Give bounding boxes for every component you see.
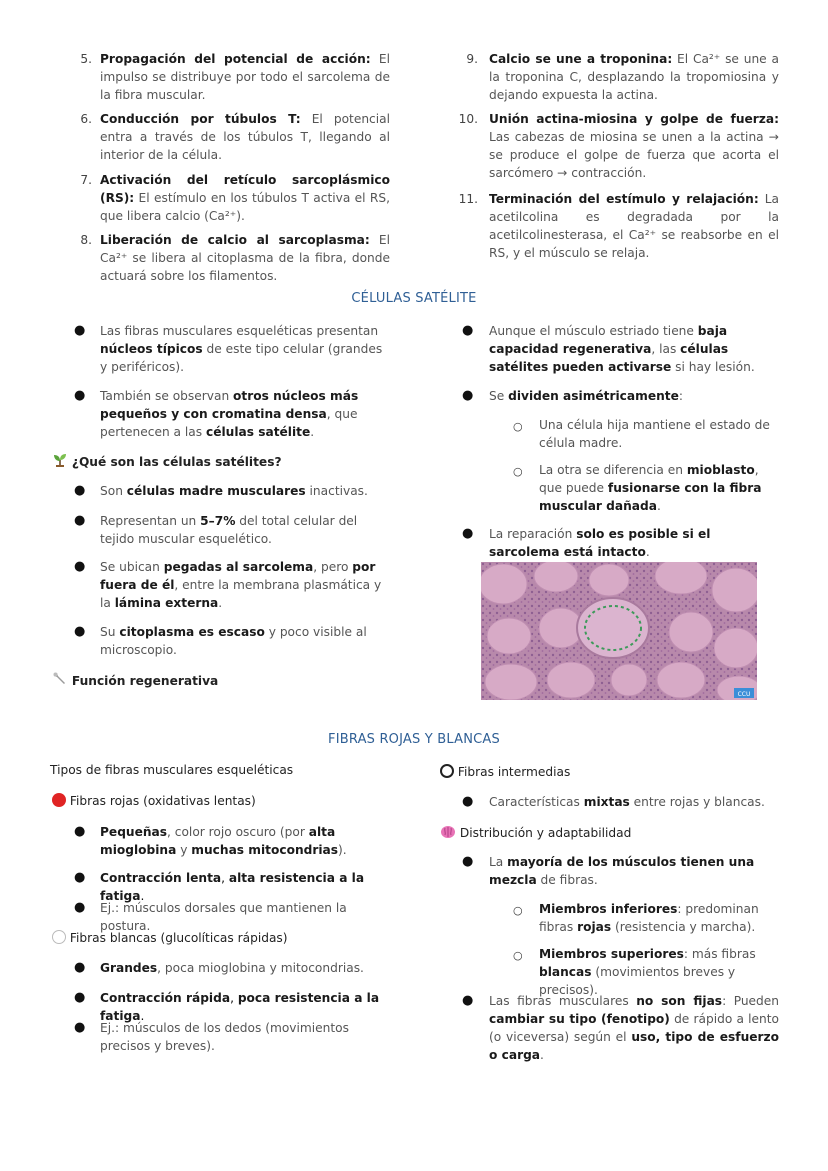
step-text: El Ca²⁺ se une a la troponina C, desplazando la tropomiosina y dejando expuesta la actina.: [489, 52, 779, 102]
step-title: Conducción por túbulos T:: [100, 112, 301, 126]
distribution-sub-1: Miembros inferiores: predominan fibras rojas (resistencia y marcha).: [539, 902, 759, 934]
white-point-3: Ej.: músculos de los dedos (movimientos precisos y breves).: [100, 1021, 349, 1053]
step-title: Liberación de calcio al sarcoplasma:: [100, 233, 370, 247]
step-text: La acetilcolina es degradada por la acetilcolinesterasa, el Ca²⁺ se reabsorbe en el RS, y el músculo se relaja.: [489, 192, 779, 260]
bullet-icon: ●: [74, 323, 86, 338]
section-title-fibras: FIBRAS ROJAS Y BLANCAS: [328, 732, 500, 747]
step-number: 6.: [80, 112, 92, 126]
bullet-icon: ●: [462, 323, 474, 338]
red-point-1: Pequeñas, color rojo oscuro (por alta mioglobina y muchas mitocondrias).: [100, 825, 347, 857]
brain-icon: [440, 824, 456, 845]
bullet-icon: ●: [74, 1020, 86, 1035]
white-fibers-heading: Fibras blancas (glucolíticas rápidas): [52, 929, 288, 947]
satelite-def-4: Su citoplasma es escaso y poco visible al microscopio.: [100, 625, 367, 657]
seedling-icon: [52, 452, 68, 473]
regen-sub-2: La otra se diferencia en mioblasto, que puede fusionarse con la fibra muscular dañada.: [539, 463, 762, 513]
sub-bullet-icon: ○: [513, 465, 523, 478]
satelite-def-2: Representan un 5–7% del total celular del tejido muscular esquelético.: [100, 514, 358, 546]
distribution-sub-2: Miembros superiores: más fibras blancas (movimientos breves y precisos).: [539, 947, 756, 997]
bullet-icon: ●: [462, 388, 474, 403]
white-circle-icon: [52, 930, 66, 944]
sub-bullet-icon: ○: [513, 420, 523, 433]
step-number: 7.: [80, 173, 92, 187]
step-8: [100, 231, 390, 285]
satelite-point-2: También se observan otros núcleos más pequeños y con cromatina densa, que pertenecen a las células satélite.: [100, 389, 359, 439]
step-title: Propagación del potencial de acción:: [100, 52, 371, 66]
wrench-icon: [52, 671, 68, 692]
bullet-icon: ●: [462, 993, 474, 1008]
bullet-icon: ●: [74, 388, 86, 403]
red-point-2: Contracción lenta, alta resistencia a la fatiga.: [100, 871, 365, 903]
step-number: 5.: [80, 52, 92, 66]
step-title: Calcio se une a troponina:: [489, 52, 673, 66]
satelite-point-1: Las fibras musculares esqueléticas presentan núcleos típicos de este tipo celular (grandes y periféricos).: [100, 324, 383, 374]
intermediate-point-1: Características mixtas entre rojas y blancas.: [489, 795, 765, 809]
step-text: Las cabezas de miosina se unen a la actina → se produce el golpe de fuerza que acorta el sarcómero → contracción.: [489, 130, 779, 180]
red-fibers-heading: Fibras rojas (oxidativas lentas): [52, 792, 256, 810]
step-7: [100, 171, 390, 225]
step-number: 11.: [458, 192, 478, 206]
step-title: Terminación del estímulo y relajación:: [489, 192, 759, 206]
red-point-3: Ej.: músculos dorsales que mantienen la postura.: [100, 901, 347, 933]
histology-image: [481, 562, 757, 700]
step-10: [489, 110, 779, 182]
bullet-icon: ●: [74, 624, 86, 639]
step-number: 9.: [466, 52, 478, 66]
step-5: [100, 50, 390, 104]
circle-outline-icon: [440, 764, 454, 778]
section-title-satelite: CÉLULAS SATÉLITE: [351, 291, 477, 306]
intermediate-heading: Fibras intermedias: [440, 763, 570, 781]
regen-point-2: Se dividen asimétricamente:: [489, 389, 683, 403]
distribution-point-2: Las fibras musculares no son fijas: Pueden cambiar su tipo (fenotipo) de rápido a lento (o viceversa) según el uso, tipo de esfuerzo o carga.: [489, 994, 780, 1062]
sub-bullet-icon: ○: [513, 904, 523, 917]
bullet-icon: ●: [74, 900, 86, 915]
step-6: [100, 110, 390, 164]
step-11: [489, 190, 779, 262]
satelite-def-3: Se ubican pegadas al sarcolema, pero por fuera de él, entre la membrana plasmática y la lámina externa.: [100, 560, 382, 610]
step-title: Unión actina-miosina y golpe de fuerza:: [489, 112, 779, 126]
satelite-def-1: Son células madre musculares inactivas.: [100, 484, 368, 498]
bullet-icon: ●: [462, 526, 474, 541]
step-text: El estímulo en los túbulos T activa el RS, que libera calcio (Ca²⁺).: [100, 191, 390, 223]
fiber-types-heading: Tipos de fibras musculares esqueléticas: [50, 763, 294, 777]
bullet-icon: ●: [74, 960, 86, 975]
step-number: 10.: [458, 112, 478, 126]
bullet-icon: ●: [74, 559, 86, 574]
red-circle-icon: [52, 793, 66, 807]
bullet-icon: ●: [462, 794, 474, 809]
function-heading: Función regenerativa: [52, 671, 218, 692]
bullet-icon: ●: [74, 824, 86, 839]
distribution-point-1: La mayoría de los músculos tienen una mezcla de fibras.: [489, 855, 755, 887]
regen-point-1: Aunque el músculo estriado tiene baja capacidad regenerativa, las células satélites pueden activarse si hay lesión.: [489, 324, 755, 374]
step-9: [489, 50, 779, 104]
step-text: El impulso se distribuye por todo el sarcolema de la fibra muscular.: [100, 52, 390, 102]
question-heading: ¿Qué son las células satélites?: [52, 452, 282, 473]
bullet-icon: ●: [74, 870, 86, 885]
bullet-icon: ●: [462, 854, 474, 869]
regen-point-3: La reparación solo es posible si el sarcolema está intacto.: [489, 527, 711, 559]
step-title: Activación del retículo sarcoplásmico (RS):: [100, 173, 390, 205]
bullet-icon: ●: [74, 513, 86, 528]
white-point-2: Contracción rápida, poca resistencia a la fatiga.: [100, 991, 380, 1023]
white-point-1: Grandes, poca mioglobina y mitocondrias.: [100, 961, 364, 975]
distribution-heading: Distribución y adaptabilidad: [440, 824, 631, 845]
step-text: El Ca²⁺ se libera al citoplasma de la fibra, donde actuará sobre los filamentos.: [100, 233, 390, 283]
image-badge: CCU: [737, 691, 751, 698]
bullet-icon: ●: [74, 483, 86, 498]
sub-bullet-icon: ○: [513, 949, 523, 962]
step-text: El potencial entra a través de los túbulos T, llegando al interior de la célula.: [100, 112, 390, 162]
step-number: 8.: [80, 233, 92, 247]
bullet-icon: ●: [74, 990, 86, 1005]
regen-sub-1: Una célula hija mantiene el estado de célula madre.: [539, 418, 770, 450]
